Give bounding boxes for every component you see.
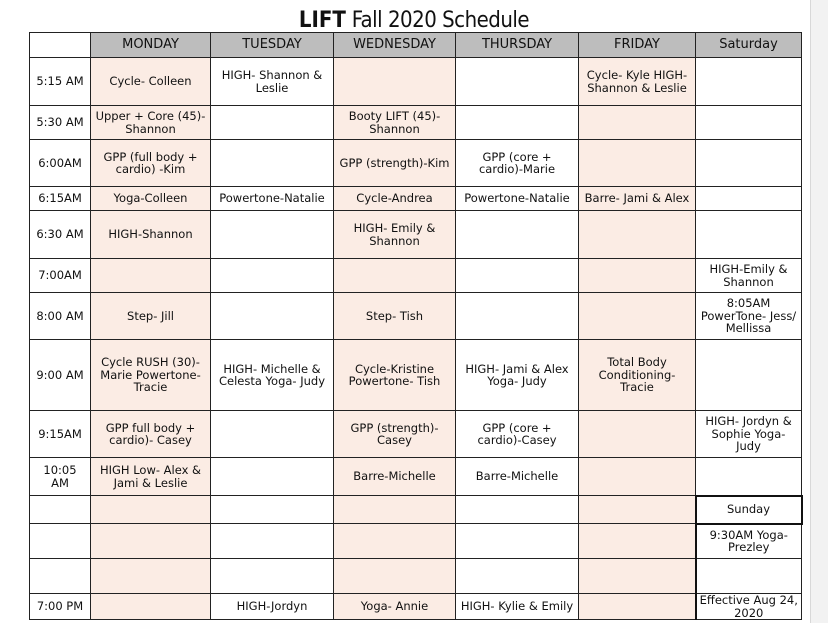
class-cell bbox=[456, 259, 579, 293]
class-cell: GPP (core + cardio)-Marie bbox=[456, 140, 579, 187]
class-cell: Upper + Core (45)- Shannon bbox=[91, 106, 211, 140]
time-cell: 6:30 AM bbox=[30, 211, 91, 259]
day-header: MONDAY bbox=[91, 33, 211, 58]
class-cell: Cycle- Colleen bbox=[91, 58, 211, 106]
class-cell: Booty LIFT (45)- Shannon bbox=[334, 106, 456, 140]
schedule-row bbox=[30, 594, 802, 620]
class-cell bbox=[579, 211, 696, 259]
class-cell bbox=[211, 259, 334, 293]
time-cell: 5:30 AM bbox=[30, 106, 91, 140]
class-cell: GPP (strength)- Casey bbox=[334, 411, 456, 458]
schedule-row bbox=[30, 293, 802, 340]
class-cell bbox=[696, 340, 802, 411]
schedule-row bbox=[30, 496, 802, 524]
class-cell bbox=[91, 259, 211, 293]
class-cell bbox=[579, 259, 696, 293]
class-cell bbox=[456, 106, 579, 140]
page-title bbox=[0, 8, 828, 34]
class-cell bbox=[579, 559, 696, 594]
schedule-row bbox=[30, 187, 802, 211]
header-row bbox=[30, 33, 802, 58]
time-cell: 7:00AM bbox=[30, 259, 91, 293]
class-cell bbox=[456, 58, 579, 106]
class-cell bbox=[211, 458, 334, 496]
page-edge bbox=[810, 0, 828, 623]
day-header: Saturday bbox=[696, 33, 802, 58]
class-cell: GPP (core + cardio)-Casey bbox=[456, 411, 579, 458]
class-cell bbox=[456, 293, 579, 340]
class-cell: HIGH- Jami & Alex Yoga- Judy bbox=[456, 340, 579, 411]
class-cell: HIGH- Jordyn & Sophie Yoga-Judy bbox=[696, 411, 802, 458]
day-header: THURSDAY bbox=[456, 33, 579, 58]
class-cell: HIGH- Kylie & Emily bbox=[456, 594, 579, 620]
class-cell: Yoga-Colleen bbox=[91, 187, 211, 211]
schedule-row bbox=[30, 58, 802, 106]
class-cell bbox=[579, 594, 696, 620]
schedule-row bbox=[30, 559, 802, 594]
class-cell bbox=[91, 524, 211, 559]
class-cell: Barre- Jami & Alex bbox=[579, 187, 696, 211]
time-cell: 6:15AM bbox=[30, 187, 91, 211]
class-cell: Barre-Michelle bbox=[334, 458, 456, 496]
time-cell bbox=[30, 559, 91, 594]
class-cell: GPP (strength)-Kim bbox=[334, 140, 456, 187]
schedule-row bbox=[30, 458, 802, 496]
class-cell bbox=[456, 496, 579, 524]
class-cell: HIGH- Michelle & Celesta Yoga- Judy bbox=[211, 340, 334, 411]
header-corner bbox=[30, 33, 91, 58]
class-cell: Cycle- Kyle HIGH-Shannon & Leslie bbox=[579, 58, 696, 106]
class-cell: Cycle-Andrea bbox=[334, 187, 456, 211]
class-cell bbox=[211, 106, 334, 140]
class-cell: HIGH- Shannon & Leslie bbox=[211, 58, 334, 106]
class-cell: Barre-Michelle bbox=[456, 458, 579, 496]
class-cell bbox=[211, 293, 334, 340]
class-cell bbox=[579, 411, 696, 458]
effective-date: Effective Aug 24, 2020 bbox=[696, 594, 802, 620]
schedule-row bbox=[30, 411, 802, 458]
class-cell bbox=[579, 140, 696, 187]
class-cell: Cycle-Kristine Powertone- Tish bbox=[334, 340, 456, 411]
schedule-row bbox=[30, 259, 802, 293]
day-header: WEDNESDAY bbox=[334, 33, 456, 58]
class-cell bbox=[579, 496, 696, 524]
class-cell bbox=[696, 187, 802, 211]
schedule-row bbox=[30, 140, 802, 187]
schedule-row bbox=[30, 211, 802, 259]
day-header: FRIDAY bbox=[579, 33, 696, 58]
schedule-row bbox=[30, 524, 802, 559]
class-cell: Step- Jill bbox=[91, 293, 211, 340]
class-cell: 8:05AM PowerTone- Jess/ Mellissa bbox=[696, 293, 802, 340]
class-cell bbox=[91, 496, 211, 524]
schedule-row bbox=[30, 106, 802, 140]
class-cell bbox=[334, 559, 456, 594]
class-cell bbox=[696, 106, 802, 140]
sunday-header: Sunday bbox=[696, 496, 802, 524]
class-cell bbox=[211, 496, 334, 524]
class-cell bbox=[211, 411, 334, 458]
class-cell bbox=[334, 496, 456, 524]
schedule-table bbox=[29, 32, 803, 620]
class-cell bbox=[91, 559, 211, 594]
class-cell: Total Body Conditioning- Tracie bbox=[579, 340, 696, 411]
class-cell bbox=[334, 524, 456, 559]
time-cell: 6:00AM bbox=[30, 140, 91, 187]
class-cell bbox=[211, 211, 334, 259]
schedule-row bbox=[30, 340, 802, 411]
day-header: TUESDAY bbox=[211, 33, 334, 58]
class-cell bbox=[456, 524, 579, 559]
sunday-class-cell bbox=[696, 559, 802, 594]
class-cell bbox=[211, 524, 334, 559]
lift-brand: LIFT bbox=[298, 8, 346, 33]
schedule-title: Fall 2020 Schedule bbox=[345, 8, 530, 33]
time-cell: 9:00 AM bbox=[30, 340, 91, 411]
class-cell bbox=[579, 106, 696, 140]
class-cell bbox=[579, 293, 696, 340]
class-cell: HIGH-Emily & Shannon bbox=[696, 259, 802, 293]
class-cell bbox=[211, 140, 334, 187]
class-cell bbox=[696, 140, 802, 187]
time-cell bbox=[30, 524, 91, 559]
class-cell bbox=[696, 458, 802, 496]
time-cell: 7:00 PM bbox=[30, 594, 91, 620]
class-cell bbox=[696, 211, 802, 259]
class-cell: Step- Tish bbox=[334, 293, 456, 340]
class-cell: Yoga- Annie bbox=[334, 594, 456, 620]
class-cell: HIGH-Jordyn bbox=[211, 594, 334, 620]
class-cell: HIGH-Shannon bbox=[91, 211, 211, 259]
class-cell bbox=[91, 594, 211, 620]
time-cell: 8:00 AM bbox=[30, 293, 91, 340]
class-cell: HIGH- Emily & Shannon bbox=[334, 211, 456, 259]
class-cell bbox=[579, 458, 696, 496]
class-cell bbox=[211, 559, 334, 594]
time-cell: 5:15 AM bbox=[30, 58, 91, 106]
time-cell: 9:15AM bbox=[30, 411, 91, 458]
class-cell bbox=[456, 559, 579, 594]
class-cell: GPP (full body + cardio) -Kim bbox=[91, 140, 211, 187]
time-cell: 10:05 AM bbox=[30, 458, 91, 496]
class-cell: Powertone-Natalie bbox=[211, 187, 334, 211]
sunday-class-cell: 9:30AM Yoga- Prezley bbox=[696, 524, 802, 559]
class-cell: Cycle RUSH (30)- Marie Powertone- Tracie bbox=[91, 340, 211, 411]
class-cell: Powertone-Natalie bbox=[456, 187, 579, 211]
time-cell bbox=[30, 496, 91, 524]
class-cell bbox=[579, 524, 696, 559]
class-cell bbox=[696, 58, 802, 106]
class-cell bbox=[334, 58, 456, 106]
class-cell: HIGH Low- Alex & Jami & Leslie bbox=[91, 458, 211, 496]
class-cell: GPP full body + cardio)- Casey bbox=[91, 411, 211, 458]
class-cell bbox=[334, 259, 456, 293]
class-cell bbox=[456, 211, 579, 259]
